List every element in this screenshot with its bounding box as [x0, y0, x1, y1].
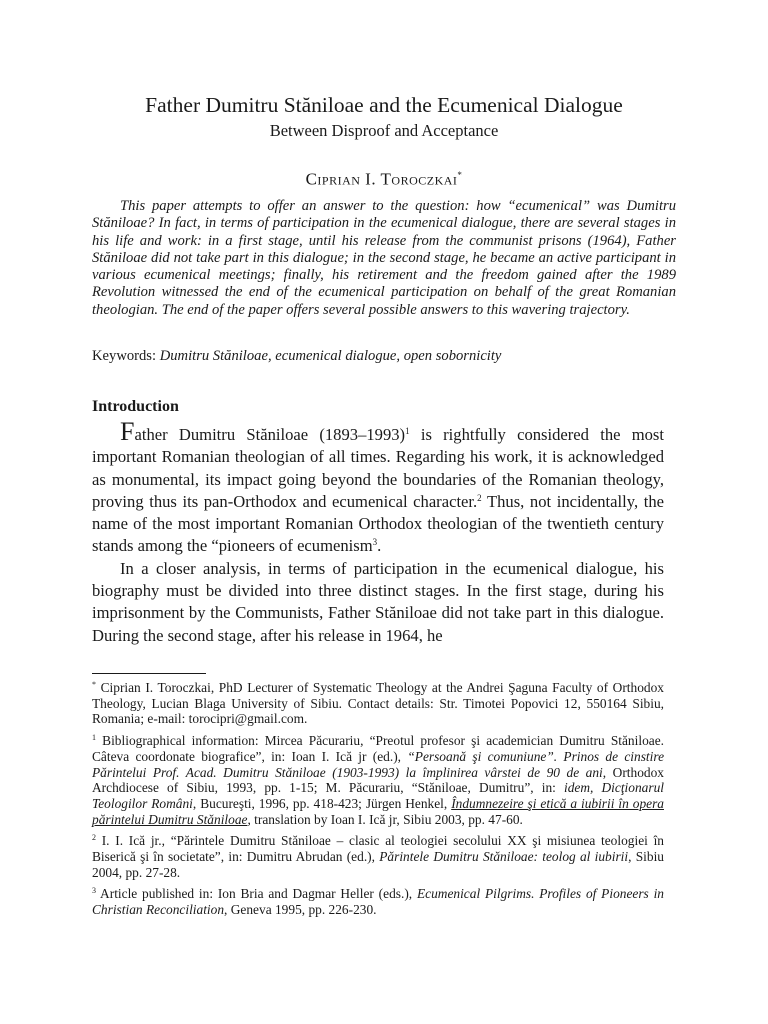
- footnote-1-italic-1: “Persoană şi comuniune”. Prinos de cinstire Părintelui Prof. Acad. Dumitru Stăniloae (1903-1993) la împlinirea vârstei de 90 de ani: [92, 748, 665, 780]
- paragraph-1-text-b: is rightfully considered the most important Romanian theologian of all times. Regarding his work, it is acknowledged as monumental, its impact going beyond the boundaries of the Romanian theology, proving thus its pan-Orthodox and ecumenical character.: [92, 425, 665, 511]
- keywords-label: Keywords: [92, 348, 152, 364]
- footnote-1: [92, 733, 664, 827]
- keywords: [92, 348, 676, 365]
- keywords-separator: :: [152, 348, 160, 364]
- footnote-star: [92, 680, 664, 727]
- author-line: [0, 164, 768, 191]
- paragraph-2: In a closer analysis, in terms of participation in the ecumenical dialogue, his biography must be divided into three distinct stages. In the first stage, during his imprisonment by the Communists, Father Stăniloae did not take part in this dialogue. During the second stage, after his release in 1964, he: [92, 558, 664, 645]
- footnote-ref-2[interactable]: 2: [477, 492, 482, 503]
- footnote-ref-1[interactable]: 1: [405, 426, 410, 436]
- footnote-1-italic-3: Îndumnezeire şi etică a iubirii în opera părintelui Dumitru Stăniloae: [92, 795, 664, 827]
- footnote-3-italic-1: Ecumenical Pilgrims. Profiles of Pioneers in Christian Reconciliation: [92, 886, 664, 918]
- footnote-1-text-c: , Bucureşti, 1996, pp. 418-423; Jürgen Henkel,: [192, 795, 452, 811]
- footnote-1-text-a: Bibliographical information: Mircea Păcurariu, “Preotul profesor şi academician Dumitru Stăniloae. Câteva coordonate biografice”, in: Ioan I. Ică jr (ed.),: [92, 733, 664, 764]
- section-heading-introduction: Introduction: [92, 398, 179, 415]
- paragraph-1: [92, 417, 665, 558]
- footnote-star-text: Ciprian I. Toroczkai, PhD Lecturer of Systematic Theology at the Andrei Şaguna Faculty of Orthodox Theology, Lucian Blaga University of Sibiu. Contact details: Str. Timotei Popovici 12, 550164 Sibiu, Romania; e-mail: torocipri@gmail.com.: [92, 680, 664, 727]
- footnote-1-text-b: , Orthodox Archdiocese of Sibiu, 1993, pp. 1-15; M. Păcurariu, “Stăniloae, Dumitru”, in:: [92, 764, 664, 796]
- author-footnote-mark[interactable]: *: [457, 170, 463, 180]
- footnote-2-text-b: , Sibiu 2004, pp. 27-28.: [92, 849, 664, 880]
- paragraph-1-text-c: Thus, not incidentally, the name of the most important Romanian Orthodox theologian of the twentieth century stands among the “pioneers of ecumenism: [92, 491, 664, 556]
- paragraph-1-text-a: ather Dumitru Stăniloae (1893–1993): [134, 425, 406, 444]
- footnote-2: [92, 833, 664, 880]
- footnote-2-text-a: I. I. Ică jr., “Părintele Dumitru Stăniloae – clasic al teologiei secolului XX şi misiunea teologiei în Biserică şi în societate”, in: Dumitru Abrudan (ed.),: [92, 833, 664, 865]
- keywords-list: Dumitru Stăniloae, ecumenical dialogue, open sobornicity: [159, 348, 502, 364]
- footnote-3-text-a: Article published in: Ion Bria and Dagmar Heller (eds.),: [96, 886, 417, 902]
- footnote-3-text-b: , Geneva 1995, pp. 226-230.: [224, 902, 377, 918]
- footnote-1-mark: 1: [92, 733, 96, 743]
- footnotes: [92, 680, 664, 924]
- footnote-2-mark: 2: [92, 833, 96, 843]
- footnote-star-mark: *: [92, 680, 96, 689]
- footnote-1-italic-2: idem, Dicţionarul Teologilor Români: [92, 780, 664, 811]
- footnote-2-italic-1: Părintele Dumitru Stăniloae: teolog al iubirii: [379, 849, 629, 865]
- footnote-1-text-d: , translation by Ioan I. Ică jr, Sibiu 2003, pp. 47-60.: [247, 811, 523, 827]
- footnote-3: [92, 886, 664, 917]
- drop-cap: F: [120, 417, 135, 446]
- author-name: Ciprian I. Toroczkai: [305, 169, 458, 189]
- footnote-divider: [92, 673, 206, 674]
- footnote-ref-3[interactable]: 3: [372, 537, 378, 548]
- paragraph-1-text-d: .: [377, 536, 382, 556]
- body-text: [92, 417, 665, 647]
- abstract: This paper attempts to offer an answer to the question: how “ecumenical” was Dumitru Stăniloae? In fact, in terms of participation in the ecumenical dialogue, there are several stages in his life and work: in a first stage, until his release from the communist prisons (1964), Father Stăniloae did not take part in this dialogue; in the second stage, he became an active participant in various ecumenical meetings; finally, his retirement and the freedom gained after the 1989 Revolution witnessed the end of the ecumenical participation on behalf of the great Romanian theologian. The end of the paper offers several possible answers to this wavering trajectory.: [92, 198, 676, 318]
- paper-subtitle: Between Disproof and Acceptance: [269, 121, 499, 140]
- paper-title: Father Dumitru Stăniloae and the Ecumenical Dialogue: [145, 93, 623, 117]
- footnote-3-mark: 3: [92, 886, 96, 896]
